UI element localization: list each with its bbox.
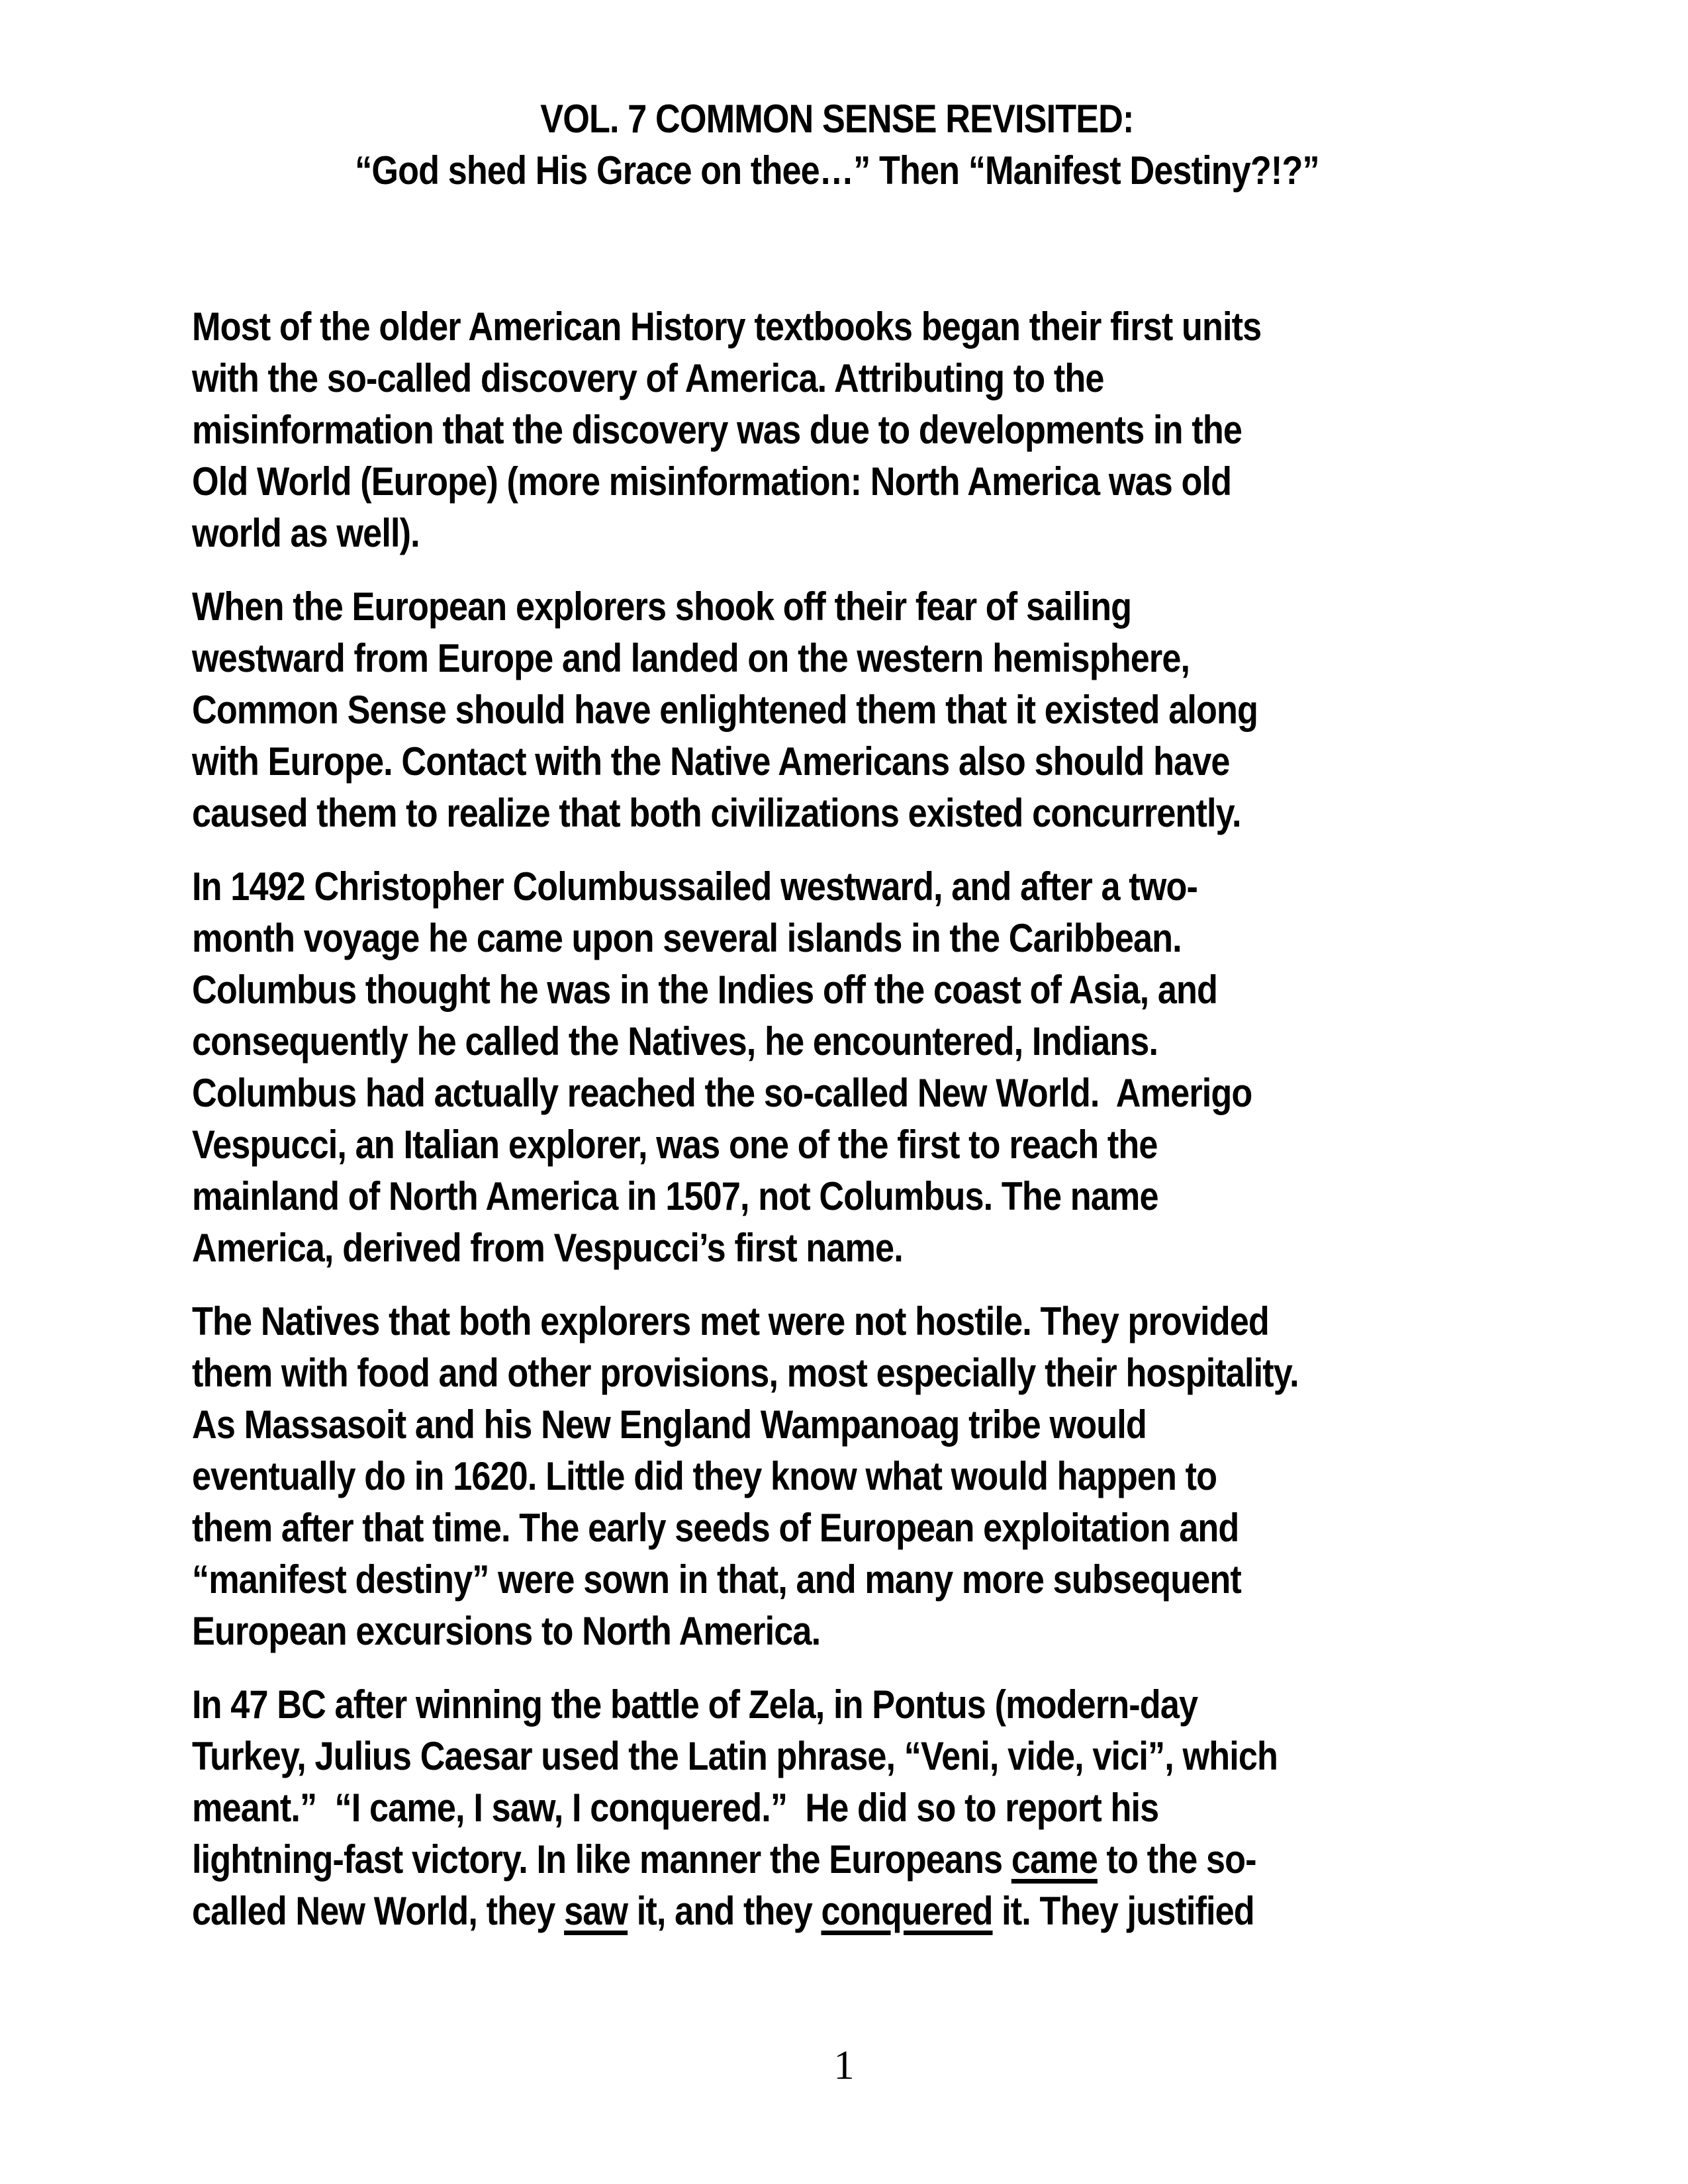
document-title (192, 93, 1482, 197)
text-line (192, 788, 1482, 839)
text-line (192, 404, 1482, 456)
text-segment: it. They justified (992, 1889, 1254, 1933)
text-segment: Common Sense should have enlightened them that it existed along (192, 688, 1258, 732)
paragraph (192, 581, 1482, 839)
paragraph (192, 1296, 1482, 1657)
text-segment: to the so- (1097, 1837, 1256, 1882)
text-line (192, 684, 1482, 736)
text-line (192, 1554, 1482, 1606)
text-segment: The Natives that both explorers met were not hostile. They provided (192, 1299, 1269, 1343)
text-segment: meant.” “I came, I saw, I conquered.” He did so to report his (192, 1786, 1159, 1830)
text-segment: Turkey, Julius Caesar used the Latin phrase, “Veni, vide, vici”, which (192, 1734, 1278, 1778)
text-segment: with Europe. Contact with the Native Americans also should have (192, 739, 1230, 784)
text-segment: consequently he called the Natives, he encountered, Indians. (192, 1019, 1158, 1064)
text-line (192, 1171, 1482, 1222)
paragraph (192, 301, 1482, 559)
text-line (192, 1606, 1482, 1657)
underlined-word: came (1011, 1837, 1098, 1882)
text-line (192, 736, 1482, 788)
text-segment: lightning-fast victory. In like manner the Europeans (192, 1837, 1011, 1882)
text-line (192, 508, 1482, 559)
text-segment: “manifest destiny” were sown in that, and many more subsequent (192, 1557, 1241, 1602)
text-line (192, 1731, 1482, 1782)
underlined-word: conquered (821, 1889, 993, 1933)
text-line (192, 913, 1482, 964)
text-line (192, 1399, 1482, 1451)
paragraph (192, 861, 1482, 1274)
page-content (192, 93, 1482, 1959)
text-segment: European excursions to North America. (192, 1609, 821, 1653)
text-segment: called New World, they (192, 1889, 565, 1933)
text-line (192, 1451, 1482, 1502)
text-line (192, 1119, 1482, 1171)
text-line (192, 353, 1482, 404)
text-line (192, 1016, 1482, 1068)
text-segment: Columbus thought he was in the Indies off the coast of Asia, and (192, 968, 1218, 1012)
text-line (192, 964, 1482, 1016)
text-segment: westward from Europe and landed on the western hemisphere, (192, 636, 1190, 680)
text-segment: caused them to realize that both civilizations existed concurrently. (192, 791, 1241, 835)
text-segment: As Massasoit and his New England Wampanoag tribe would (192, 1402, 1147, 1447)
text-line (192, 1782, 1482, 1834)
underlined-word: saw (564, 1889, 628, 1933)
text-segment: eventually do in 1620. Little did they know what would happen to (192, 1454, 1217, 1498)
text-segment: them with food and other provisions, most especially their hospitality. (192, 1351, 1299, 1395)
title-line-2: “God shed His Grace on thee…” Then “Manifest Destiny?!?” (355, 148, 1319, 193)
text-segment: misinformation that the discovery was due to developments in the (192, 408, 1243, 452)
text-line (192, 1068, 1482, 1119)
text-line (192, 633, 1482, 684)
text-segment: with the so-called discovery of America. Attributing to the (192, 356, 1104, 400)
page-number: 1 (833, 2043, 855, 2088)
text-segment: Columbus had actually reached the so-called New World. Amerigo (192, 1071, 1252, 1115)
paragraph (192, 1679, 1482, 1937)
text-line (192, 1502, 1482, 1554)
text-segment: Most of the older American History textbooks began their first units (192, 304, 1262, 349)
text-line (192, 861, 1482, 913)
text-segment: Vespucci, an Italian explorer, was one of the first to reach the (192, 1122, 1158, 1167)
text-line (192, 1296, 1482, 1347)
text-line (192, 1834, 1482, 1886)
text-segment: mainland of North America in 1507, not Columbus. The name (192, 1174, 1158, 1218)
text-line (192, 581, 1482, 633)
text-line (192, 1222, 1482, 1274)
body-paragraphs (192, 301, 1482, 1937)
title-line-1: VOL. 7 COMMON SENSE REVISITED: (540, 97, 1134, 141)
text-segment: In 1492 Christopher Columbussailed westward, and after a two- (192, 864, 1198, 909)
text-segment: month voyage he came upon several islands in the Caribbean. (192, 916, 1182, 960)
text-segment: In 47 BC after winning the battle of Zela, in Pontus (modern-day (192, 1682, 1198, 1727)
text-segment: them after that time. The early seeds of European exploitation and (192, 1506, 1239, 1550)
text-segment: it, and they (628, 1889, 821, 1933)
text-segment: Old World (Europe) (more misinformation: North America was old (192, 459, 1232, 504)
text-segment: When the European explorers shook off their fear of sailing (192, 584, 1132, 629)
text-line (192, 1347, 1482, 1399)
text-line (192, 301, 1482, 353)
text-line (192, 1886, 1482, 1937)
text-segment: world as well). (192, 511, 420, 555)
text-segment: America, derived from Vespucci’s first name. (192, 1226, 903, 1270)
text-line (192, 456, 1482, 508)
text-line (192, 1679, 1482, 1731)
